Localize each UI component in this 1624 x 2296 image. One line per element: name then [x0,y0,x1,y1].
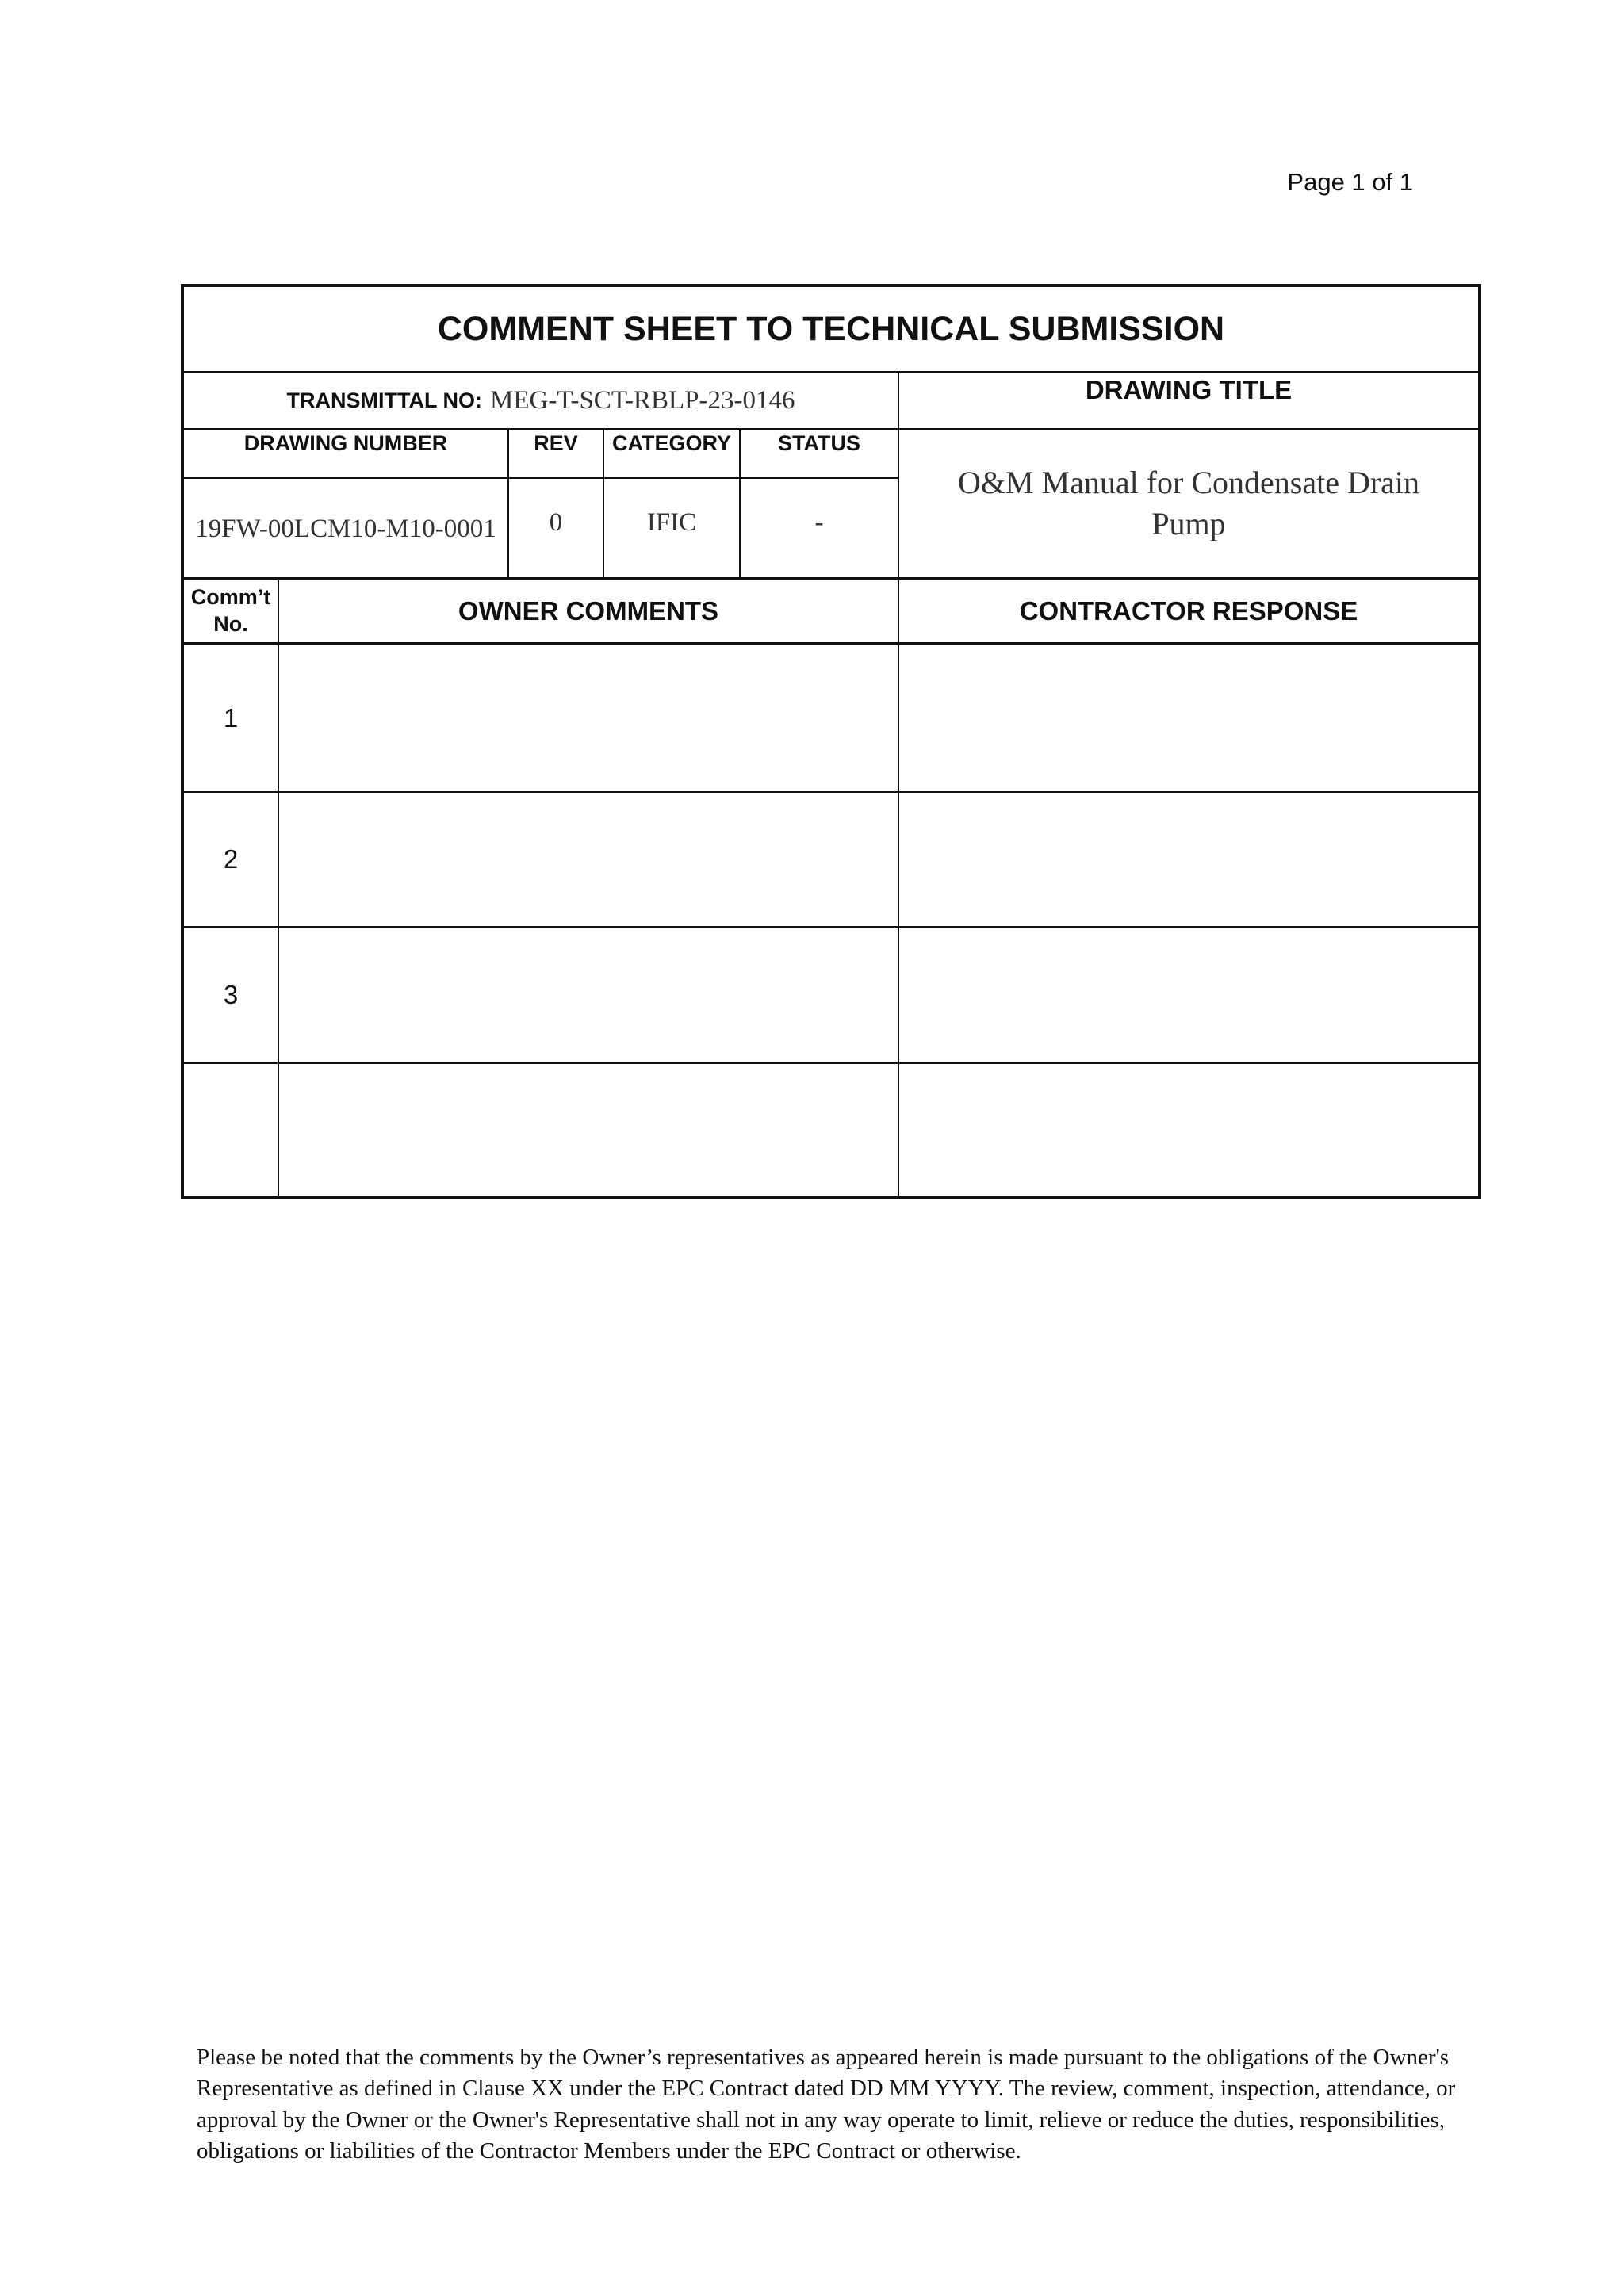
comment-row-2-contractor-response[interactable] [899,793,1478,926]
transmittal-label: TRANSMITTAL NO: [286,388,483,412]
comment-row-3-number: 3 [223,980,239,1009]
transmittal-field [184,373,898,428]
transmittal-number: MEG-T-SCT-RBLP-23-0146 [490,385,795,415]
category-header: CATEGORY [611,430,731,455]
status-value: - [814,507,824,537]
drawing-number-value: 19FW-00LCM10-M10-0001 [195,514,496,543]
owner-comments-header: OWNER COMMENTS [458,596,719,626]
rev-value: 0 [549,507,563,537]
comment-row-1-number: 1 [223,703,239,733]
comment-row-2-number: 2 [223,844,239,874]
rev-header: REV [534,430,578,455]
page-number: Page 1 of 1 [1287,168,1413,196]
drawing-number-header: DRAWING NUMBER [243,430,448,455]
comment-row-2-owner-comment[interactable] [279,793,898,926]
disclaimer-note: Please be noted that the comments by the Owner’s representatives as appeared herein is made pursuant to the obligations of the Owner's Representative as defined in Clause XX under the EPC Contract dated DD MM YYYY. The review, comment, inspection, attendance, or approval by the Owner or the Owner's Representative shall not in any way operate to limit, relieve or reduce the duties, responsibilities, obligations or liabilities of the Contractor Members under the EPC Contract or otherwise. [197,2045,1456,2164]
comment-row-4-number [184,1064,278,1196]
comment-row-1-owner-comment[interactable] [279,645,898,791]
comment-row-3-contractor-response[interactable] [899,928,1478,1062]
comment-row-3-owner-comment[interactable] [279,928,898,1062]
sheet-title: COMMENT SHEET TO TECHNICAL SUBMISSION [437,309,1225,348]
comment-row-4-contractor-response[interactable] [899,1064,1478,1196]
comment-row-1-contractor-response[interactable] [899,645,1478,791]
status-header: STATUS [778,430,860,455]
drawing-title-label: DRAWING TITLE [1085,375,1293,404]
contractor-response-header: CONTRACTOR RESPONSE [1019,596,1358,626]
drawing-title-value: O&M Manual for Condensate Drain Pump [957,465,1420,541]
category-value: IFIC [646,507,697,537]
comment-number-header: Comm’t No. [190,585,271,636]
comment-sheet [181,284,1481,1199]
comment-row-4-owner-comment[interactable] [279,1064,898,1196]
